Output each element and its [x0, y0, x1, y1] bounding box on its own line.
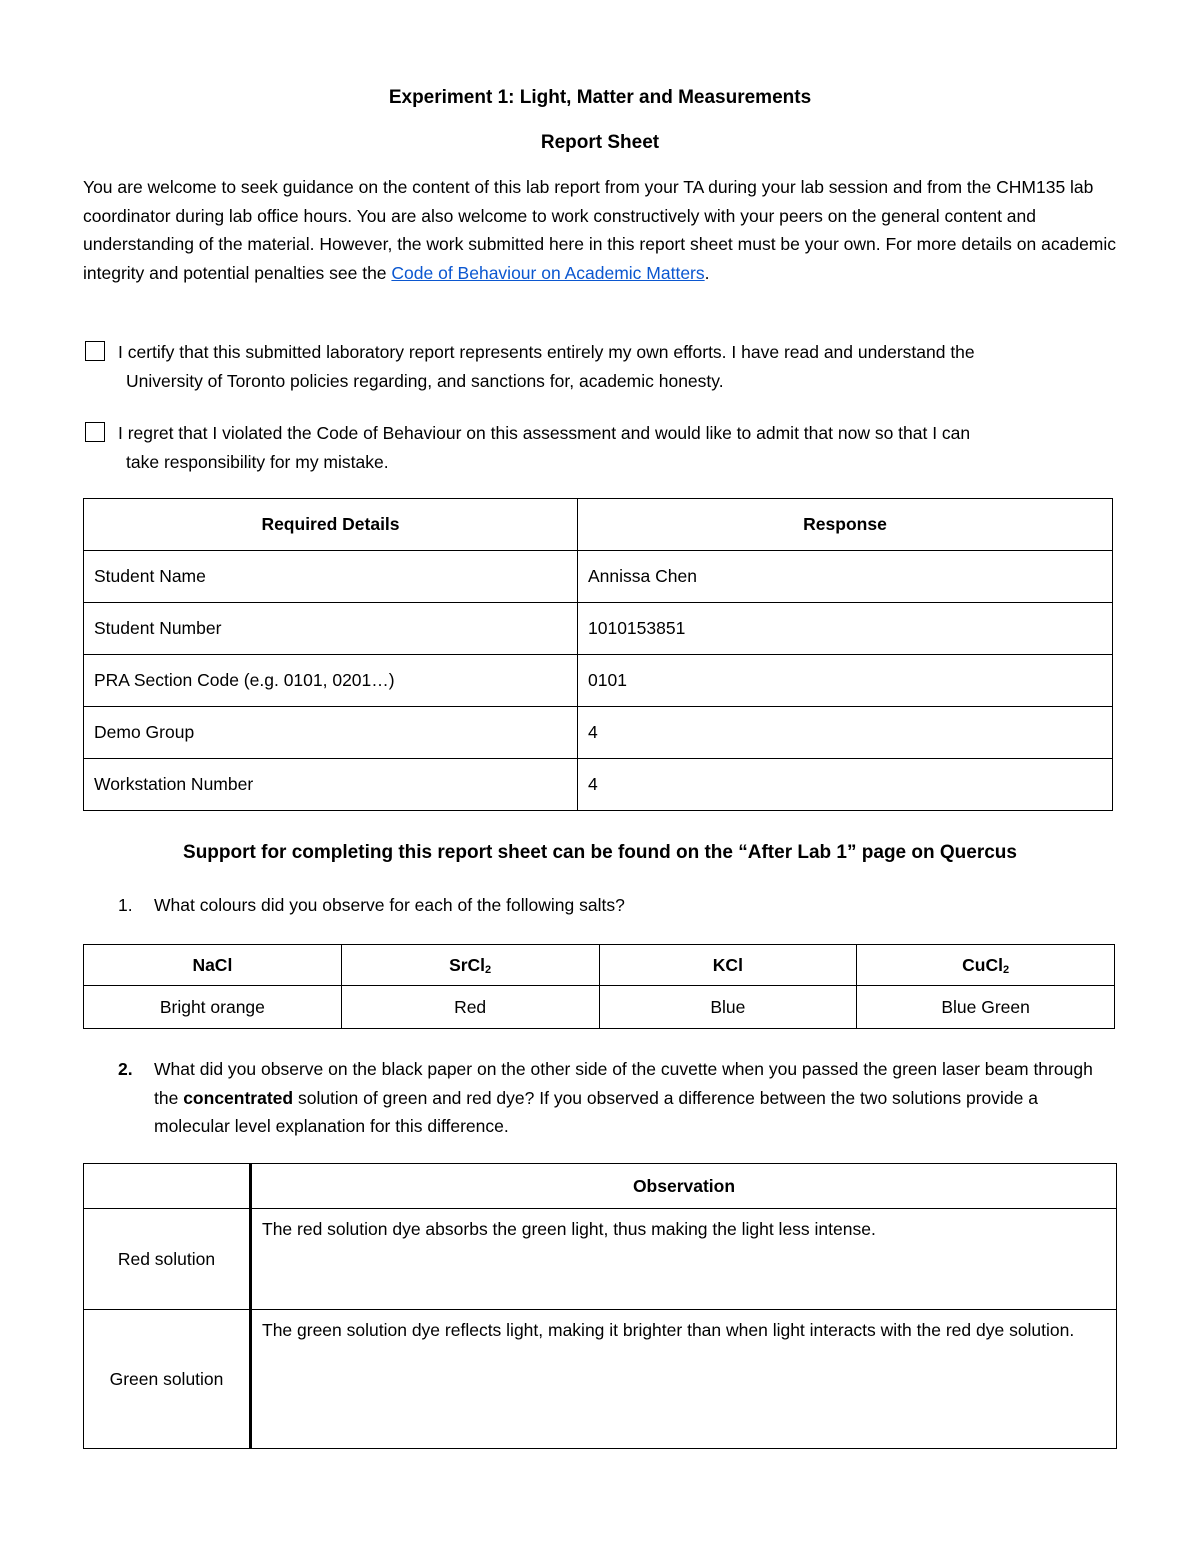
code-of-behaviour-link[interactable]: Code of Behaviour on Academic Matters — [391, 262, 705, 283]
table-row — [84, 1209, 1117, 1310]
page-subtitle: Report Sheet — [540, 132, 660, 153]
salt-header: NaCl — [84, 945, 342, 986]
regret-text-line1: I regret that I violated the Code of Behaviour on this assessment and would like to admit that now so that I can — [118, 423, 971, 443]
certify-checkbox-row — [83, 338, 1123, 395]
detail-value: 4 — [578, 707, 1113, 759]
question-2 — [118, 1055, 1108, 1141]
intro-paragraph — [83, 173, 1123, 287]
table-row — [84, 759, 1113, 811]
intro-text: You are welcome to seek guidance on the content of this lab report from your TA during your lab session and from the CHM135 lab coordinator during lab office hours. You are also welcome to work constructively with your peers on the general content and understanding of the material. However, the work submitted here in this report sheet must be your own. For more details on academic integrity and potential penalties see the — [83, 177, 1117, 283]
salt-header: SrCl$_2$ — [341, 945, 599, 986]
table-row — [84, 655, 1113, 707]
detail-label: Workstation Number — [84, 759, 578, 811]
regret-text-line2: take responsibility for my mistake. — [126, 451, 389, 472]
detail-value: 1010153851 — [578, 603, 1113, 655]
question-number: 1. — [118, 895, 133, 915]
detail-label: PRA Section Code (e.g. 0101, 0201…) — [84, 655, 578, 707]
certify-text-line1: I certify that this submitted laboratory report represents entirely my own efforts. I have read and understand the — [118, 342, 975, 362]
question-text: What colours did you observe for each of the following salts? — [154, 895, 625, 915]
solution-label: Green solution — [84, 1310, 251, 1449]
regret-checkbox[interactable] — [85, 422, 105, 442]
salt-colours-table — [83, 944, 1115, 1029]
column-header: Required Details — [84, 499, 578, 551]
question-number: 2. — [118, 1059, 133, 1079]
required-details-table — [83, 498, 1113, 811]
detail-value: 4 — [578, 759, 1113, 811]
detail-label: Demo Group — [84, 707, 578, 759]
certify-text-line2: University of Toronto policies regarding, and sanctions for, academic honesty. — [126, 370, 724, 391]
salt-colour: Blue — [599, 986, 857, 1029]
detail-label: Student Number — [84, 603, 578, 655]
salt-header: CuCl$_2$ — [857, 945, 1115, 986]
page-title: Experiment 1: Light, Matter and Measurements — [388, 87, 812, 108]
question-1 — [118, 895, 625, 916]
table-row — [84, 1310, 1117, 1449]
column-header: Response — [578, 499, 1113, 551]
table-row — [84, 707, 1113, 759]
support-note: Support for completing this report sheet can be found on the “After Lab 1” page on Quercus — [183, 842, 1017, 863]
detail-value: Annissa Chen — [578, 551, 1113, 603]
table-row — [84, 603, 1113, 655]
table-header-row — [84, 499, 1113, 551]
salt-header: KCl — [599, 945, 857, 986]
blank-header — [84, 1164, 251, 1209]
question-text: What did you observe on the black paper on the other side of the cuvette when you passed the green laser beam through the concentrated solution of green and red dye? If you observed a difference between the two solutions provide a molecular level explanation for this difference. — [154, 1059, 1093, 1136]
table-row — [84, 986, 1115, 1029]
detail-label: Student Name — [84, 551, 578, 603]
detail-value: 0101 — [578, 655, 1113, 707]
table-header-row — [84, 945, 1115, 986]
table-header-row — [84, 1164, 1117, 1209]
observation-value: The green solution dye reflects light, making it brighter than when light interacts with the red dye solution. — [251, 1310, 1117, 1449]
table-row — [84, 551, 1113, 603]
observation-value: The red solution dye absorbs the green light, thus making the light less intense. — [251, 1209, 1117, 1310]
salt-colour: Red — [341, 986, 599, 1029]
salt-colour: Bright orange — [84, 986, 342, 1029]
solution-label: Red solution — [84, 1209, 251, 1310]
observation-table — [83, 1163, 1117, 1449]
observation-header: Observation — [251, 1164, 1117, 1209]
certify-checkbox[interactable] — [85, 341, 105, 361]
regret-checkbox-row — [83, 419, 1123, 476]
salt-colour: Blue Green — [857, 986, 1115, 1029]
intro-end: . — [704, 262, 710, 283]
